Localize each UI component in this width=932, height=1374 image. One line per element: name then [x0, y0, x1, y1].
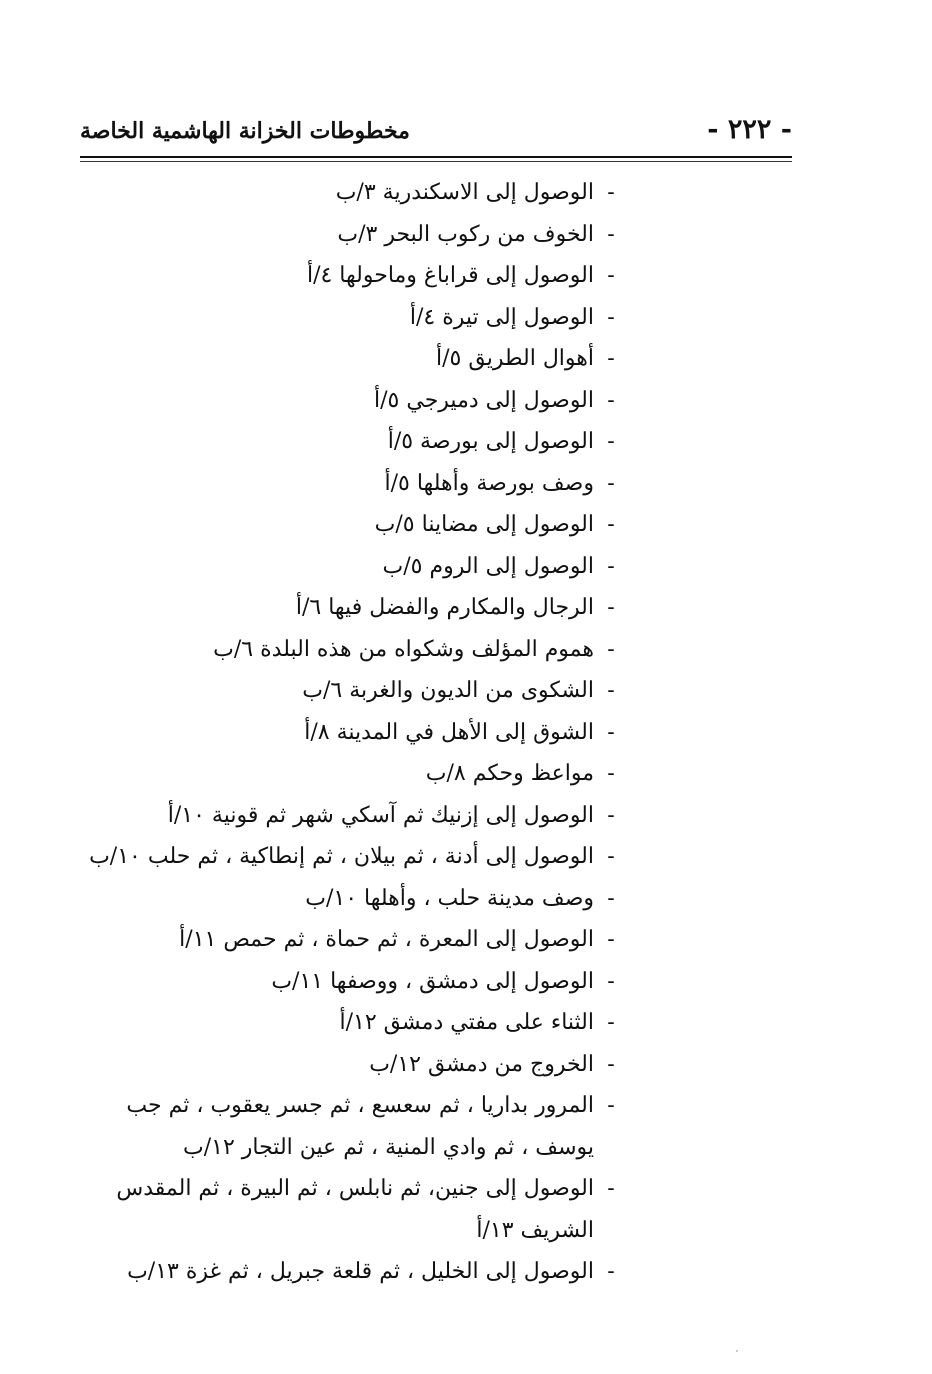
- list-item-text: الثناء على مفتي دمشق ١٢/أ: [339, 1010, 594, 1035]
- contents-list: [84, 172, 615, 1293]
- list-item-text: الوصول إلى إزنيك ثم آسكي شهر ثم قونية ١٠/أ: [167, 802, 594, 828]
- list-item: [84, 1085, 615, 1168]
- list-dash: -: [607, 553, 615, 579]
- list-item-text-line2: يوسف ، ثم وادي المنية ، ثم عين التجار ١٢/ب: [183, 1134, 594, 1160]
- list-dash: -: [607, 844, 615, 869]
- list-item: [84, 297, 615, 339]
- list-item: [84, 421, 615, 463]
- list-dash: -: [607, 1176, 615, 1201]
- list-item: [84, 255, 615, 297]
- list-dash: -: [607, 636, 615, 662]
- list-item-text: الخروج من دمشق ١٢/ب: [369, 1051, 594, 1077]
- list-dash: -: [607, 802, 615, 828]
- list-item-text: الوصول إلى دمشق ، ووصفها ١١/ب: [271, 968, 594, 994]
- list-item-text: الوصول إلى بورصة ٥/أ: [387, 429, 594, 454]
- list-dash: -: [607, 180, 615, 205]
- list-item: [84, 214, 615, 256]
- list-item: [84, 1251, 615, 1293]
- list-item-text-line2: الشريف ١٣/أ: [476, 1217, 594, 1243]
- list-item: [84, 172, 615, 214]
- list-dash: -: [607, 927, 615, 952]
- list-item-text: الوصول إلى الاسكندرية ٣/ب: [335, 180, 594, 205]
- list-dash: -: [607, 885, 615, 911]
- list-item-text: الرجال والمكارم والفضل فيها ٦/أ: [295, 595, 594, 620]
- list-item: [84, 587, 615, 629]
- speck: [736, 1350, 738, 1352]
- list-dash: -: [607, 968, 615, 994]
- list-item-text: الوصول إلى تيرة ٤/أ: [409, 304, 594, 330]
- list-item: [84, 878, 615, 920]
- list-item-text: هموم المؤلف وشكواه من هذه البلدة ٦/ب: [213, 636, 594, 662]
- list-dash: -: [607, 429, 615, 454]
- list-item: [84, 1002, 615, 1044]
- header-rule-thin: [80, 161, 792, 162]
- list-item-text: الوصول إلى قراباغ وماحولها ٤/أ: [306, 263, 594, 288]
- header-rule: [80, 156, 792, 158]
- list-dash: -: [607, 346, 615, 371]
- list-item-text: الوصول إلى الخليل ، ثم قلعة جبريل ، ثم غزة ١٣/ب: [127, 1259, 594, 1284]
- list-item-text: الوصول إلى مضاينا ٥/ب: [374, 512, 594, 537]
- list-dash: -: [607, 263, 615, 288]
- list-item: [84, 1168, 615, 1251]
- list-dash: -: [607, 678, 615, 703]
- list-dash: -: [607, 761, 615, 786]
- list-dash: -: [607, 387, 615, 413]
- list-item-text-line1: الوصول إلى جنين، ثم نابلس ، ثم البيرة ، ثم المقدس: [116, 1176, 594, 1201]
- list-dash: -: [607, 595, 615, 620]
- list-item: [84, 629, 615, 671]
- list-item-text: الشكوى من الديون والغربة ٦/ب: [302, 678, 594, 703]
- list-item: [84, 670, 615, 712]
- list-item-text: الوصول إلى المعرة ، ثم حماة ، ثم حمص ١١/أ: [179, 927, 594, 952]
- list-item: [84, 1044, 615, 1086]
- list-item: [84, 463, 615, 505]
- list-dash: -: [607, 719, 615, 745]
- list-item-text: وصف مدينة حلب ، وأهلها ١٠/ب: [305, 885, 594, 911]
- running-title: مخطوطات الخزانة الهاشمية الخاصة: [80, 118, 410, 144]
- page-number: - ٢٢٢ -: [707, 114, 792, 145]
- list-dash: -: [607, 1093, 615, 1118]
- list-dash: -: [607, 1051, 615, 1077]
- list-item-text-line1: المرور بداريا ، ثم سعسع ، ثم جسر يعقوب ، ثم جب: [126, 1093, 594, 1118]
- list-item-text: مواعظ وحكم ٨/ب: [425, 761, 594, 786]
- list-item: [84, 919, 615, 961]
- list-item: [84, 836, 615, 878]
- list-dash: -: [607, 1259, 615, 1284]
- list-item-text: الوصول إلى دميرجي ٥/أ: [374, 387, 594, 413]
- list-item-text: وصف بورصة وأهلها ٥/أ: [384, 470, 594, 496]
- list-item: [84, 504, 615, 546]
- list-item: [84, 712, 615, 754]
- list-item: [84, 338, 615, 380]
- list-dash: -: [607, 304, 615, 330]
- list-item-text: الوصول إلى الروم ٥/ب: [382, 553, 594, 579]
- list-item-text: أهوال الطريق ٥/أ: [436, 346, 594, 371]
- list-item-text: الوصول إلى أدنة ، ثم بيلان ، ثم إنطاكية ، ثم حلب ١٠/ب: [89, 844, 594, 869]
- list-item-text: الخوف من ركوب البحر ٣/ب: [337, 221, 594, 247]
- list-item: [84, 546, 615, 588]
- list-dash: -: [607, 470, 615, 496]
- list-item: [84, 961, 615, 1003]
- list-item: [84, 380, 615, 422]
- list-dash: -: [607, 221, 615, 247]
- page-header: [80, 112, 792, 152]
- list-item: [84, 795, 615, 837]
- list-item-text: الشوق إلى الأهل في المدينة ٨/أ: [304, 719, 594, 745]
- list-item: [84, 753, 615, 795]
- list-dash: -: [607, 512, 615, 537]
- list-dash: -: [607, 1010, 615, 1035]
